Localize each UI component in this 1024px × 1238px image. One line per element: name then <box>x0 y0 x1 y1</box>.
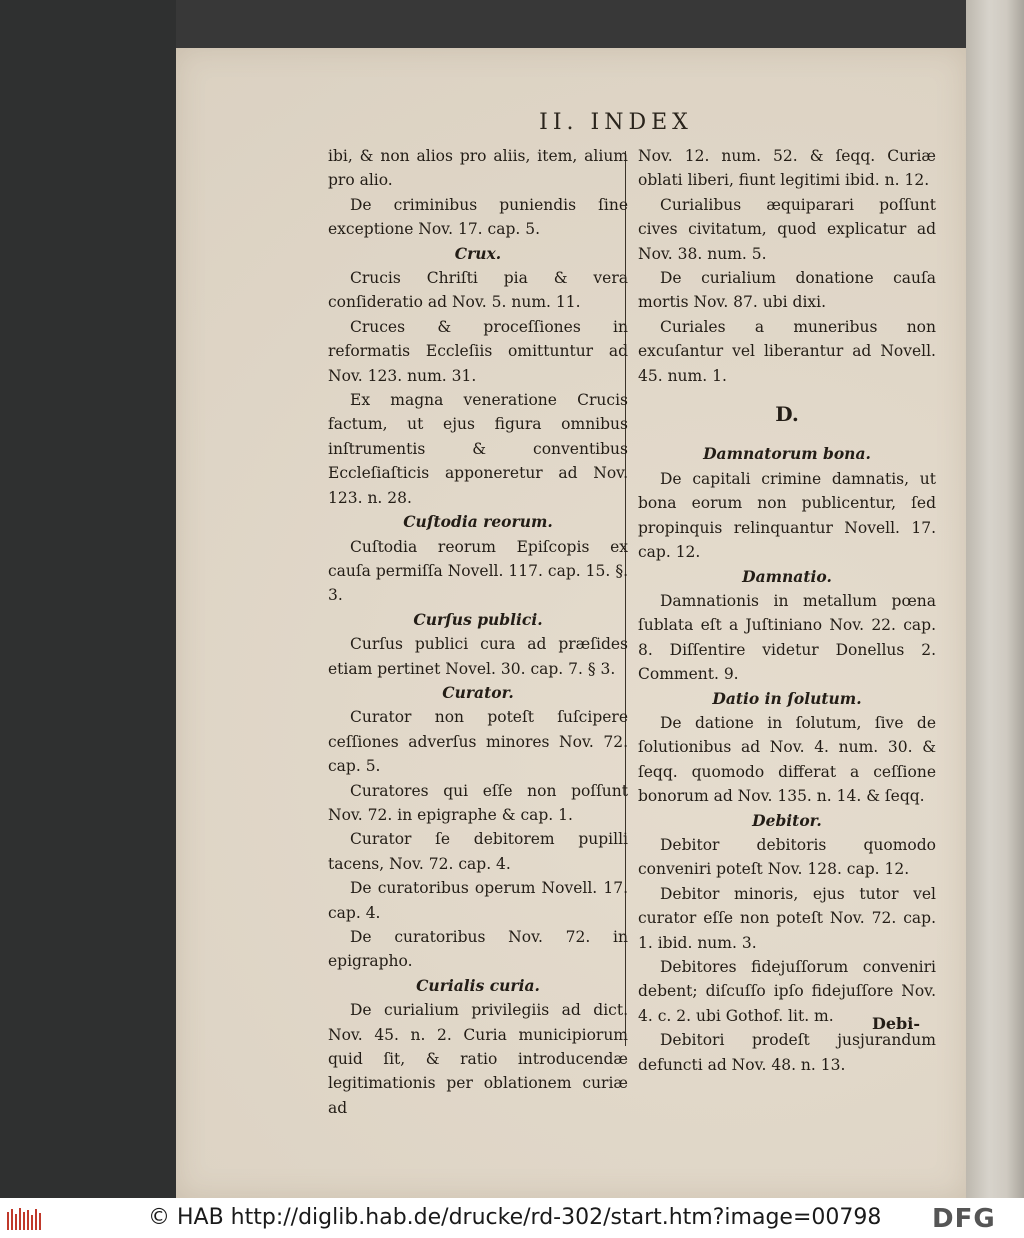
index-entry: Debitor minoris, ejus tutor vel curator eſſe non poteſt Nov. 72. cap. 1. ibid. num. 3. <box>638 884 936 952</box>
index-entry: De criminibus puniendis ſine exceptione Nov. 17. cap. 5. <box>328 195 628 239</box>
index-entry: Crucis Chriſti pia & vera conſideratio ad Nov. 5. num. 11. <box>328 269 628 312</box>
index-entry: De datione in ſolutum, ſive de ſolutionibus ad Nov. 4. num. 30. & ſeqq. quomodo differat a ceſſione bonorum ad Nov. 135. n. 14. & ſeqq. <box>638 713 936 806</box>
copyright-url[interactable]: © HAB http://diglib.hab.de/drucke/rd-302/start.htm?image=00798 <box>148 1205 882 1230</box>
continued-entry: Nov. 12. num. 52. & ſeqq. Curiæ oblati liberi, fiunt legitimi ibid. n. 12. <box>638 147 936 190</box>
index-entry: Curator non poteſt ſuſcipere ceſſiones adverſus minores Nov. 72. cap. 5. <box>328 708 628 776</box>
index-entry: De capitali crimine damnatis, ut bona eorum non publicentur, ſed propinquis relinquantur Novell. 17. cap. 12. <box>638 469 936 562</box>
index-heading: Debitor. <box>752 810 822 830</box>
index-heading: Curſus publici. <box>413 609 543 629</box>
catchword: Debi- <box>872 1014 920 1033</box>
index-entry: Curialibus æquiparari poſſunt cives civitatum, quod explicatur ad Nov. 38. num. 5. <box>638 195 936 263</box>
hab-barcode-icon <box>6 1206 46 1232</box>
page-header: II. INDEX <box>539 110 693 135</box>
scan-background-left <box>0 0 176 1198</box>
index-entry: Curator ſe debitorem pupilli tacens, Nov. 72. cap. 4. <box>328 830 628 873</box>
index-entry: Debitor debitoris quomodo conveniri poteſt Nov. 128. cap. 12. <box>638 835 936 879</box>
index-entry: De curatoribus operum Novell. 17. cap. 4. <box>328 879 628 922</box>
left-column <box>328 144 628 1120</box>
index-heading: Curator. <box>442 682 514 702</box>
index-entry: Damnationis in metallum pœna ſublata eſt a Juſtiniano Nov. 22. cap. 8. Diſſentire videtur Donellus 2. Comment. 9. <box>638 591 936 684</box>
index-entry: Curatores qui eſſe non poſſunt Nov. 72. in epigraphe & cap. 1. <box>328 781 628 824</box>
index-heading: Cuſtodia reorum. <box>403 512 553 532</box>
index-entry: De curatoribus Nov. 72. in epigrapho. <box>328 928 628 971</box>
index-entry: De curialium privilegiis ad dict. Nov. 45. n. 2. Curia municipiorum quid ſit, & ratio introducendæ legitimationis per oblationem curiæ ad <box>328 1001 628 1117</box>
index-entry: Debitores fidejuſſorum conveniri debent; diſcuſſo ipſo fidejuſſore Nov. 4. c. 2. ubi Gothof. lit. m. <box>638 958 936 1025</box>
index-entry: Ex magna veneratione Crucis factum, ut ejus figura omnibus inſtrumentis & conventibus Eccleſiaſticis apponeretur ad Nov. 123. n. 28. <box>328 391 628 507</box>
index-heading: Damnatorum bona. <box>703 444 871 464</box>
dfg-logo: DFG <box>932 1204 996 1234</box>
page-edge-right <box>966 0 1024 1198</box>
index-entry: Curiales a muneribus non excuſantur vel liberantur ad Novell. 45. num. 1. <box>638 317 936 385</box>
section-letter: D. <box>775 402 799 427</box>
index-heading: Curialis curia. <box>416 975 540 995</box>
index-heading: Crux. <box>454 243 502 263</box>
index-heading: Datio in ſolutum. <box>712 688 862 708</box>
book-page <box>176 48 966 1198</box>
index-entry: Debitori prodeſt jusjurandum defuncti ad Nov. 48. n. 13. <box>638 1031 936 1074</box>
index-entry: Cuſtodia reorum Epiſcopis ex cauſa permiſſa Novell. 117. cap. 15. §. 3. <box>328 537 628 605</box>
index-entry: Curſus publici cura ad præſides etiam pertinet Novel. 30. cap. 7. § 3. <box>328 635 628 678</box>
index-entry: De curialium donatione cauſa mortis Nov. 87. ubi dixi. <box>638 269 936 312</box>
right-column <box>638 144 936 1077</box>
index-heading: Damnatio. <box>742 566 832 586</box>
index-entry: Cruces & proceſſiones in reformatis Eccleſiis omittuntur ad Nov. 123. num. 31. <box>328 317 628 385</box>
footer-bar <box>0 1198 1024 1238</box>
continued-entry: ibi, & non alios pro aliis, item, alium pro alio. <box>328 147 628 190</box>
